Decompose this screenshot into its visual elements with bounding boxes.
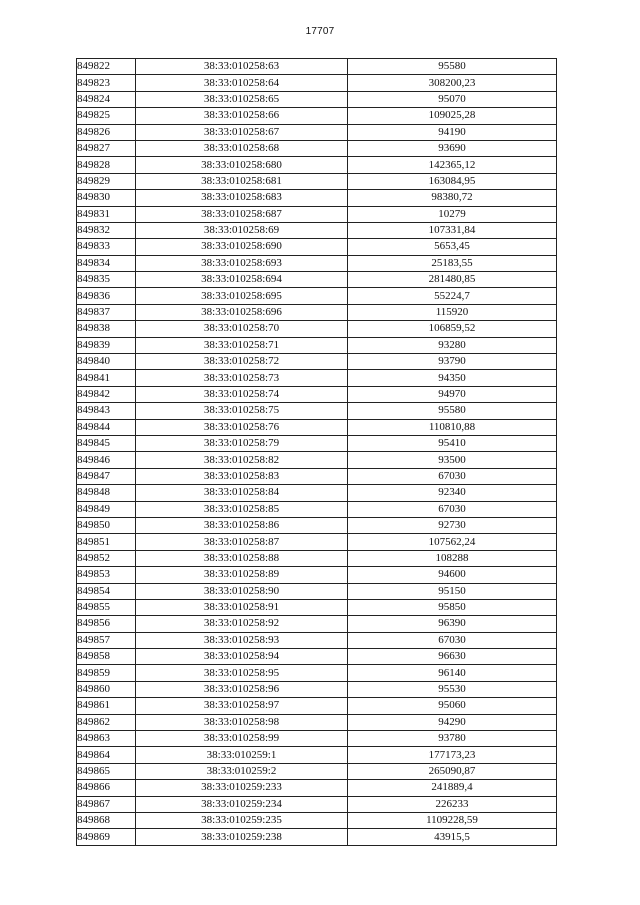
cadastral-number-cell: 38:33:010258:99 [136, 731, 348, 747]
cadastral-value-cell: 95850 [348, 599, 557, 615]
table-row [77, 583, 557, 599]
cadastral-number-cell: 38:33:010258:64 [136, 75, 348, 91]
cadastral-number-cell: 38:33:010259:1 [136, 747, 348, 763]
cadastral-number-cell: 38:33:010258:74 [136, 386, 348, 402]
cadastral-number-cell: 38:33:010258:683 [136, 190, 348, 206]
cadastral-value-cell: 142365,12 [348, 157, 557, 173]
cadastral-value-cell: 25183,55 [348, 255, 557, 271]
cadastral-number-cell: 38:33:010258:87 [136, 534, 348, 550]
cadastral-number-cell: 38:33:010259:235 [136, 812, 348, 828]
row-id-cell: 849840 [77, 354, 136, 370]
row-id-cell: 849829 [77, 173, 136, 189]
table-row [77, 370, 557, 386]
table-row [77, 632, 557, 648]
cadastral-number-cell: 38:33:010258:690 [136, 239, 348, 255]
row-id-cell: 849833 [77, 239, 136, 255]
table-row [77, 75, 557, 91]
cadastral-value-cell: 115920 [348, 304, 557, 320]
row-id-cell: 849837 [77, 304, 136, 320]
cadastral-number-cell: 38:33:010258:88 [136, 550, 348, 566]
table-body [77, 59, 557, 846]
row-id-cell: 849827 [77, 140, 136, 156]
row-id-cell: 849844 [77, 419, 136, 435]
row-id-cell: 849838 [77, 321, 136, 337]
table-row [77, 763, 557, 779]
table-row [77, 272, 557, 288]
cadastral-value-cell: 95060 [348, 698, 557, 714]
cadastral-number-cell: 38:33:010258:72 [136, 354, 348, 370]
row-id-cell: 849859 [77, 665, 136, 681]
row-id-cell: 849834 [77, 255, 136, 271]
cadastral-number-cell: 38:33:010258:693 [136, 255, 348, 271]
row-id-cell: 849865 [77, 763, 136, 779]
row-id-cell: 849824 [77, 91, 136, 107]
cadastral-number-cell: 38:33:010258:67 [136, 124, 348, 140]
cadastral-value-cell: 95580 [348, 403, 557, 419]
table-row [77, 780, 557, 796]
table-row [77, 403, 557, 419]
table-row [77, 812, 557, 828]
cadastral-value-cell: 55224,7 [348, 288, 557, 304]
cadastral-number-cell: 38:33:010259:233 [136, 780, 348, 796]
table-row [77, 796, 557, 812]
cadastral-number-cell: 38:33:010258:76 [136, 419, 348, 435]
cadastral-number-cell: 38:33:010258:90 [136, 583, 348, 599]
row-id-cell: 849822 [77, 59, 136, 75]
cadastral-value-cell: 94350 [348, 370, 557, 386]
cadastral-value-cell: 94190 [348, 124, 557, 140]
table-row [77, 255, 557, 271]
row-id-cell: 849839 [77, 337, 136, 353]
cadastral-number-cell: 38:33:010258:84 [136, 485, 348, 501]
cadastral-value-cell: 1109228,59 [348, 812, 557, 828]
row-id-cell: 849856 [77, 616, 136, 632]
table-row [77, 714, 557, 730]
row-id-cell: 849861 [77, 698, 136, 714]
table-row [77, 698, 557, 714]
cadastral-value-cell: 163084,95 [348, 173, 557, 189]
row-id-cell: 849848 [77, 485, 136, 501]
table-row [77, 108, 557, 124]
row-id-cell: 849828 [77, 157, 136, 173]
cadastral-value-cell: 67030 [348, 468, 557, 484]
row-id-cell: 849858 [77, 649, 136, 665]
table-row [77, 550, 557, 566]
row-id-cell: 849830 [77, 190, 136, 206]
cadastral-value-cell: 43915,5 [348, 829, 557, 845]
cadastral-number-cell: 38:33:010258:694 [136, 272, 348, 288]
cadastral-number-cell: 38:33:010258:98 [136, 714, 348, 730]
table-row [77, 468, 557, 484]
row-id-cell: 849832 [77, 222, 136, 238]
cadastral-number-cell: 38:33:010258:97 [136, 698, 348, 714]
table-row [77, 517, 557, 533]
row-id-cell: 849843 [77, 403, 136, 419]
cadastral-value-cell: 95410 [348, 435, 557, 451]
cadastral-number-cell: 38:33:010258:696 [136, 304, 348, 320]
table-row [77, 501, 557, 517]
table-row [77, 239, 557, 255]
cadastral-value-cell: 308200,23 [348, 75, 557, 91]
cadastral-value-cell: 281480,85 [348, 272, 557, 288]
cadastral-value-cell: 10279 [348, 206, 557, 222]
table-row [77, 435, 557, 451]
cadastral-value-cell: 95070 [348, 91, 557, 107]
row-id-cell: 849860 [77, 681, 136, 697]
row-id-cell: 849853 [77, 567, 136, 583]
cadastral-number-cell: 38:33:010258:83 [136, 468, 348, 484]
cadastral-number-cell: 38:33:010258:93 [136, 632, 348, 648]
row-id-cell: 849862 [77, 714, 136, 730]
table-row [77, 829, 557, 845]
cadastral-number-cell: 38:33:010258:86 [136, 517, 348, 533]
cadastral-number-cell: 38:33:010258:85 [136, 501, 348, 517]
table-row [77, 173, 557, 189]
cadastral-number-cell: 38:33:010258:73 [136, 370, 348, 386]
row-id-cell: 849854 [77, 583, 136, 599]
row-id-cell: 849841 [77, 370, 136, 386]
table-row [77, 91, 557, 107]
cadastral-value-cell: 108288 [348, 550, 557, 566]
cadastral-value-cell: 98380,72 [348, 190, 557, 206]
row-id-cell: 849855 [77, 599, 136, 615]
cadastral-number-cell: 38:33:010258:94 [136, 649, 348, 665]
cadastral-value-cell: 96140 [348, 665, 557, 681]
table-row [77, 304, 557, 320]
cadastral-number-cell: 38:33:010258:89 [136, 567, 348, 583]
cadastral-number-cell: 38:33:010258:71 [136, 337, 348, 353]
table-row [77, 190, 557, 206]
cadastral-value-cell: 95150 [348, 583, 557, 599]
row-id-cell: 849857 [77, 632, 136, 648]
table-row [77, 157, 557, 173]
table-row [77, 59, 557, 75]
row-id-cell: 849850 [77, 517, 136, 533]
cadastral-number-cell: 38:33:010258:680 [136, 157, 348, 173]
cadastral-number-cell: 38:33:010259:238 [136, 829, 348, 845]
cadastral-number-cell: 38:33:010258:65 [136, 91, 348, 107]
row-id-cell: 849823 [77, 75, 136, 91]
row-id-cell: 849845 [77, 435, 136, 451]
table-row [77, 222, 557, 238]
table-row [77, 599, 557, 615]
cadastral-value-cell: 110810,88 [348, 419, 557, 435]
cadastral-number-cell: 38:33:010258:68 [136, 140, 348, 156]
cadastral-value-cell: 107562,24 [348, 534, 557, 550]
cadastral-value-cell: 226233 [348, 796, 557, 812]
cadastral-value-cell: 96390 [348, 616, 557, 632]
row-id-cell: 849864 [77, 747, 136, 763]
cadastral-value-cell: 177173,23 [348, 747, 557, 763]
cadastral-value-cell: 92340 [348, 485, 557, 501]
row-id-cell: 849869 [77, 829, 136, 845]
cadastral-value-cell: 5653,45 [348, 239, 557, 255]
table-row [77, 616, 557, 632]
table-row [77, 124, 557, 140]
cadastral-number-cell: 38:33:010258:91 [136, 599, 348, 615]
table-row [77, 337, 557, 353]
cadastral-value-cell: 95580 [348, 59, 557, 75]
cadastral-value-cell: 107331,84 [348, 222, 557, 238]
table-row [77, 140, 557, 156]
row-id-cell: 849849 [77, 501, 136, 517]
row-id-cell: 849863 [77, 731, 136, 747]
cadastral-value-cell: 67030 [348, 632, 557, 648]
cadastral-value-cell: 106859,52 [348, 321, 557, 337]
cadastral-value-cell: 92730 [348, 517, 557, 533]
cadastral-number-cell: 38:33:010258:681 [136, 173, 348, 189]
cadastral-value-cell: 93690 [348, 140, 557, 156]
cadastral-number-cell: 38:33:010258:82 [136, 452, 348, 468]
table-row [77, 567, 557, 583]
table-row [77, 206, 557, 222]
table-row [77, 288, 557, 304]
cadastral-number-cell: 38:33:010258:75 [136, 403, 348, 419]
row-id-cell: 849852 [77, 550, 136, 566]
row-id-cell: 849846 [77, 452, 136, 468]
table-row [77, 534, 557, 550]
row-id-cell: 849831 [77, 206, 136, 222]
table-row [77, 321, 557, 337]
cadastral-number-cell: 38:33:010258:79 [136, 435, 348, 451]
table-row [77, 731, 557, 747]
cadastral-value-cell: 96630 [348, 649, 557, 665]
cadastral-number-cell: 38:33:010258:70 [136, 321, 348, 337]
row-id-cell: 849826 [77, 124, 136, 140]
cadastral-value-cell: 93790 [348, 354, 557, 370]
table-row [77, 354, 557, 370]
cadastral-value-cell: 265090,87 [348, 763, 557, 779]
table-row [77, 452, 557, 468]
cadastral-value-cell: 93500 [348, 452, 557, 468]
cadastral-number-cell: 38:33:010258:687 [136, 206, 348, 222]
row-id-cell: 849847 [77, 468, 136, 484]
cadastral-number-cell: 38:33:010258:66 [136, 108, 348, 124]
cadastral-value-cell: 93280 [348, 337, 557, 353]
cadastral-value-cell: 94290 [348, 714, 557, 730]
row-id-cell: 849825 [77, 108, 136, 124]
cadastral-value-cell: 93780 [348, 731, 557, 747]
table-row [77, 747, 557, 763]
row-id-cell: 849835 [77, 272, 136, 288]
cadastral-value-cell: 241889,4 [348, 780, 557, 796]
row-id-cell: 849851 [77, 534, 136, 550]
row-id-cell: 849836 [77, 288, 136, 304]
table-row [77, 649, 557, 665]
table-row [77, 485, 557, 501]
cadastral-value-cell: 94600 [348, 567, 557, 583]
cadastral-value-cell: 67030 [348, 501, 557, 517]
table-row [77, 665, 557, 681]
cadastral-value-cell: 94970 [348, 386, 557, 402]
cadastral-number-cell: 38:33:010258:69 [136, 222, 348, 238]
row-id-cell: 849868 [77, 812, 136, 828]
table-row [77, 386, 557, 402]
row-id-cell: 849842 [77, 386, 136, 402]
cadastral-number-cell: 38:33:010258:95 [136, 665, 348, 681]
cadastral-number-cell: 38:33:010258:63 [136, 59, 348, 75]
cadastral-number-cell: 38:33:010258:96 [136, 681, 348, 697]
cadastral-value-table [76, 58, 557, 846]
page-number: 17707 [305, 26, 335, 37]
cadastral-value-cell: 95530 [348, 681, 557, 697]
cadastral-number-cell: 38:33:010259:234 [136, 796, 348, 812]
table-row [77, 419, 557, 435]
row-id-cell: 849866 [77, 780, 136, 796]
table-row [77, 681, 557, 697]
row-id-cell: 849867 [77, 796, 136, 812]
cadastral-number-cell: 38:33:010259:2 [136, 763, 348, 779]
cadastral-number-cell: 38:33:010258:92 [136, 616, 348, 632]
cadastral-value-cell: 109025,28 [348, 108, 557, 124]
cadastral-number-cell: 38:33:010258:695 [136, 288, 348, 304]
